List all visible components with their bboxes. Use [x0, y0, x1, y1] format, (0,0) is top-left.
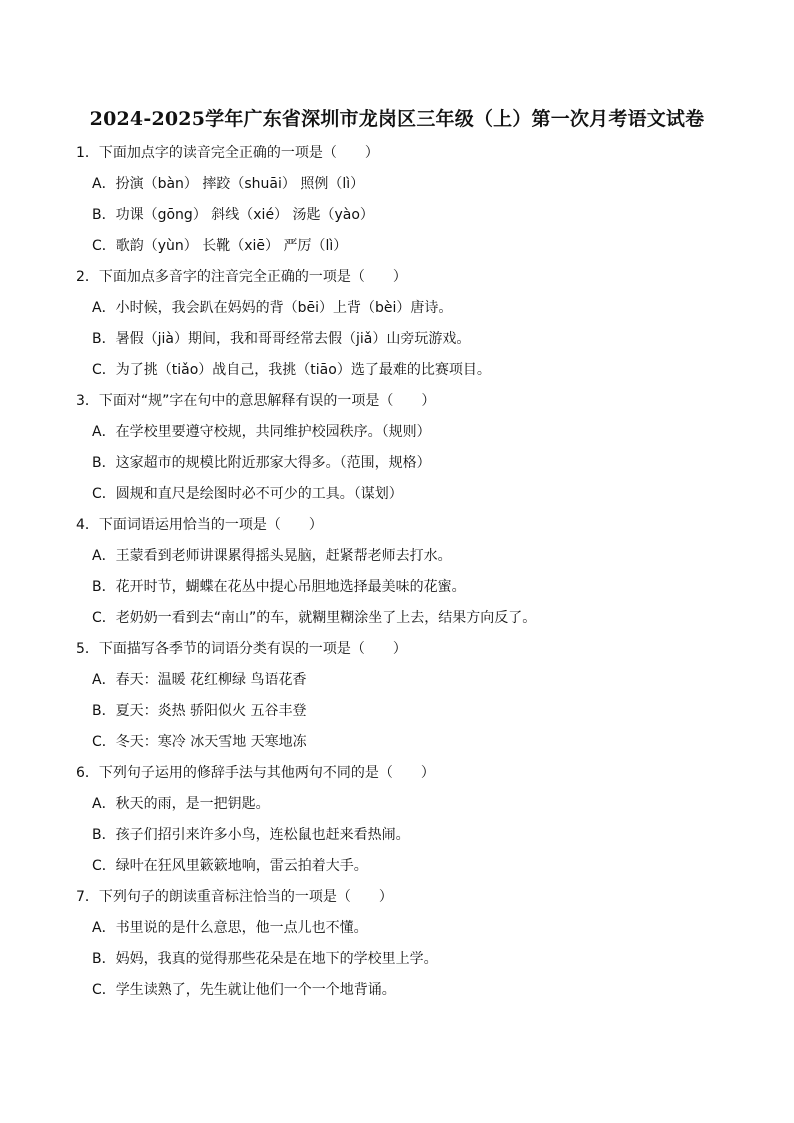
option-c: C．绿叶在狂风里簌簌地响，雷云拍着大手。	[92, 858, 368, 874]
question-2	[76, 262, 766, 386]
option-c: C．歌韵（yùn） 长靴（xiē） 严厉（lì）	[92, 238, 348, 254]
option-a: A．书里说的是什么意思，他一点儿也不懂。	[92, 920, 368, 936]
question-stem: 4．下面词语运用恰当的一项是（ ）	[76, 517, 323, 533]
option-a: A．春天：温暖 花红柳绿 鸟语花香	[92, 672, 307, 688]
question-stem: 5．下面描写各季节的词语分类有误的一项是（ ）	[76, 641, 407, 657]
question-5	[76, 634, 766, 758]
option-b: B．夏天：炎热 骄阳似火 五谷丰登	[92, 703, 307, 719]
option-a: A．在学校里要遵守校规，共同维护校园秩序。（规则）	[92, 424, 431, 440]
question-list	[76, 138, 766, 1006]
question-stem: 7．下列句子的朗读重音标注恰当的一项是（ ）	[76, 889, 393, 905]
option-c: C．圆规和直尺是绘图时必不可少的工具。（谋划）	[92, 486, 403, 502]
question-stem: 1．下面加点字的读音完全正确的一项是（ ）	[76, 145, 379, 161]
option-b: B．孩子们招引来许多小鸟，连松鼠也赶来看热闹。	[92, 827, 410, 843]
question-1	[76, 138, 766, 262]
option-c: C．学生读熟了，先生就让他们一个一个地背诵。	[92, 982, 396, 998]
option-c: C．为了挑（tiǎo）战自己，我挑（tiāo）选了最难的比赛项目。	[92, 362, 491, 378]
option-b: B．暑假（jià）期间，我和哥哥经常去假（jiǎ）山旁玩游戏。	[92, 331, 471, 347]
question-6	[76, 758, 766, 882]
option-c: C．老奶奶一看到去“南山”的车，就糊里糊涂坐了上去，结果方向反了。	[92, 610, 537, 626]
question-3	[76, 386, 766, 510]
option-a: A．王蒙看到老师讲课累得摇头晃脑，赶紧帮老师去打水。	[92, 548, 452, 564]
question-4	[76, 510, 766, 634]
option-b: B．这家超市的规模比附近那家大得多。（范围，规格）	[92, 455, 431, 471]
option-b: B．功课（gōng） 斜线（xié） 汤匙（yào）	[92, 207, 374, 223]
question-7	[76, 882, 766, 1006]
question-stem: 2．下面加点多音字的注音完全正确的一项是（ ）	[76, 269, 407, 285]
option-b: B．花开时节，蝴蝶在花丛中提心吊胆地选择最美味的花蜜。	[92, 579, 466, 595]
option-c: C．冬天：寒冷 冰天雪地 天寒地冻	[92, 734, 307, 750]
option-a: A．扮演（bàn） 摔跤（shuāi） 照例（lì）	[92, 176, 365, 192]
question-stem: 3．下面对“规”字在句中的意思解释有误的一项是（ ）	[76, 393, 436, 409]
option-a: A．秋天的雨，是一把钥匙。	[92, 796, 270, 812]
exam-title: 2024-2025学年广东省深圳市龙岗区三年级（上）第一次月考语文试卷	[89, 108, 705, 130]
option-b: B．妈妈，我真的觉得那些花朵是在地下的学校里上学。	[92, 951, 438, 967]
question-stem: 6．下列句子运用的修辞手法与其他两句不同的是（ ）	[76, 765, 435, 781]
option-a: A．小时候，我会趴在妈妈的背（bēi）上背（bèi）唐诗。	[92, 300, 453, 316]
